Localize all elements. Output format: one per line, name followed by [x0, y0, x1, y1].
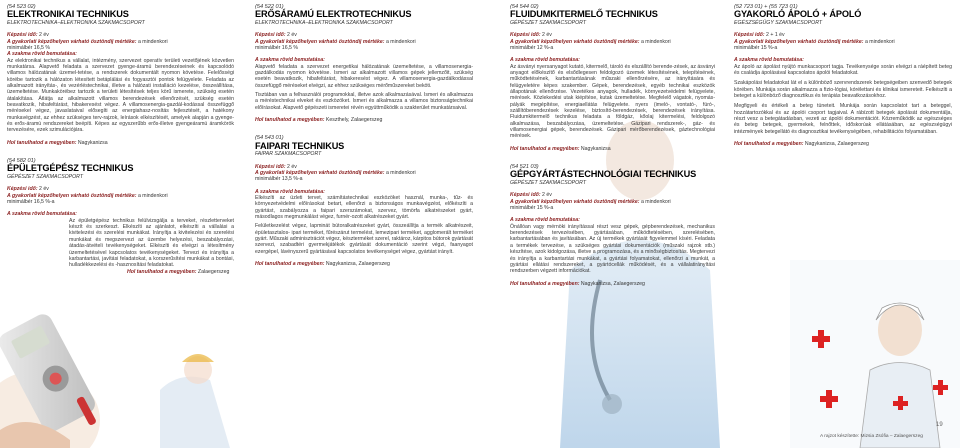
page-3 [480, 0, 720, 448]
description-heading: A szakma rövid bemutatása: [7, 51, 77, 58]
description-heading: A szakma rövid bemutatása: [255, 57, 325, 64]
page-3-column [510, 4, 715, 287]
scholarship-value: minimálbér 15 %-a [734, 44, 778, 51]
job-title: ÉPÜLETGÉPÉSZ TECHNIKUS [7, 163, 134, 174]
description-text: Az ápoló az ápolást nyújtó munkacsoport tagja. Tevékenysége során elvégzi a ráépített beteg és családja ápolásával kapcsolatos ápolói feladatokat. [734, 63, 952, 76]
description-heading: A szakma rövid bemutatása: [255, 188, 325, 195]
description-text: Alapvető feladata a szervezet energetikai hálózatának üzemeltetése, a villamosenergia-gazdálkodás nyomon követése. Ismeri az alkalmazott villamos gépek jellemzőit, szükség esetén beavatkozik, hibafeltárást, hibakeresést végez. A villamosenergia-gazdálkodással összefüggő méréseket elvégzi, az ehhez szükséges mérőműszereket beköti. [255, 63, 473, 89]
job-title: FLUIDUMKITERMELŐ TECHNIKUS [510, 9, 658, 20]
where-line: Hol tanulhatod a megyében: Zalaegerszeg [127, 268, 230, 275]
job-title: GÉPGYÁRTÁSTECHNOLÓGIAI TECHNIKUS [510, 169, 697, 180]
job-group: EGÉSZSÉGÜGY SZAKMACSOPORT [734, 19, 823, 26]
description-heading: A szakma rövid bemutatása: [734, 57, 804, 64]
job-title: FAIPARI TECHNIKUS [255, 140, 345, 151]
page-2 [240, 0, 480, 448]
scholarship-value: minimálbér 16,5 % [7, 44, 50, 51]
scholarship-line: A gyakorlati képzőhelyen várható ösztöndíj mértéke: a mindenkori [7, 192, 168, 199]
description-text: Tisztában van a felhasználói programokkal, illetve azok alkalmazásával. Ismeri és alkalmazza a méréstechnikai elveket és eszközöket. Ismeri és alkalmazza a villamos biztonságtechnikai előírásokat. Alapvető gépészeti ismeretei révén együttműködik a szakterület munkatársaival. [255, 92, 473, 111]
job-group: GÉPÉSZET SZAKMACSOPORT [510, 180, 587, 187]
scholarship-line: A gyakorlati képzőhelyen várható ösztöndíj mértéke: a mindenkori [734, 38, 895, 45]
job-group: ELEKTROTECHNIKA–ELEKTRONIKA SZAKMACSOPORT [7, 19, 145, 26]
scholarship-value: minimálbér 12 %-a [510, 44, 554, 51]
job-code: (54 523 02) [7, 4, 36, 10]
scholarship-line: A gyakorlati képzőhelyen várható ösztöndíj mértéke: a mindenkori [510, 38, 671, 45]
page-1-column [7, 4, 234, 275]
where-line: Hol tanulhatod a megyében: Nagykanizsa, Zalaegerszeg [734, 141, 869, 148]
description-text: Az ásványi nyersanyagot kutató, kitermelő, tároló és elszállító berende-zések, az ásványi anyagot előkészítő és elsődlegesen feldolgozó üzemek létesítésének, telepítésének, működtetésének, karbantartásának műszaki ellenőrzésére, az irányítására és felügyeletére képes szakember. Gépek, berendezések, egyéb technikai eszközök állapotának ellenőrzése. Vezetékes anyagok, hulladék, környezetvédelmi felügyelete, mérések. Közlekedési utak kiépítése, kutak üzemeltetése. Megfelelő vágatok, nyomás-pályák megépítése, energiaellátás felügyelete. nyers (imeló-, vontató-, fúró-, szállítóberendezések kezelése, biztosító-berendezések, berendezések irányítása. Fluidumkitermelő technikus feladata a földgáz, kőolaj kitermelési, feldolgozó alkalmazása, beszabályozása, üzemeltetése. Gázipari rendszerek-, gáz- és villamosenergiai gépek, berendezések. Gázipari mérőberendezések, gáztechnológiai mérések. [510, 63, 715, 140]
job-code: (52 723 01) + (55 723 01) [734, 4, 798, 10]
description-text: Megfigyeli és értékeli a beteg tüneteit. Munkája során kapcsolatot tart a beteggel, hozzátartozókkal és az ápolói csoport tagjaival. A rábízott betegek ápolását dokumentálja, részt vesz a betegátadásban, vezeti az ápolói dokumentációt. Közreműködik az egészséges és beteg betegek, gyermekek, felnőttek, időskorúak ellátásában, az egészségügyi intézmények betegellátó és diagnosztikai tevékenységében, rehabilitációs folyamatában. [734, 103, 952, 135]
nurse-drawing-illustration [790, 260, 960, 448]
job-code: (54 522 01) [255, 4, 284, 10]
description-text: Szakápolási feladatokat lát el a különböző szervrendszerek betegségeiben szenvedő betegek körében. Munkája során alkalmazza a fizio-lógiai, kórélettani és klinikai ismereteit. Felkészíti a beteget a különböző diagnosztikus és terápiás beavatkozásokhoz. [734, 80, 952, 100]
description-text: Az elektronikai technikus a vállalat, intézmény, szervezet operatív területi vezetőjének közvetlen munkatársa. Alapvető feladata a szervezet gyenge-áramú berendezéseinek és kapcsolódó villamos hálózatának üzemel-tetése, a rendszerek dokumentált nyomon követése. Felelősségi körébe tartozik a hálózaton létesített betáplálási és fogyasztói pontok felügyelete. Feladata az alkalmazott irányítás-, és vezérléstechnikai, illetve a hálózati installáció kezelése, összeállítása, üzemeltetése. Munkakörébez tartozik a területi létesítések teljes körű ismerete, szükség esetén átalakítása. Átlátja az alkalmazott villamos berendezések ellenőrzését, szükség esetén beavatkozik, hibafeltárást, hibakeresést végez. A villamosenergia-gazdál-kodással összefüggő mérésekel végez, javaslataival elősegíti az energiahasz-nosítás fejlesztését, a hatékony munkavégzést, az ehhez szükséges terv-rajzok, leírások elkészítését, amelyek alapján a gyenge- és erős-áramú rendszereket beépíti. Képes az egyszerűbb erős-illetve gyengeáramú áramkörök tervezésére, ezek szimulációjára. [7, 57, 234, 134]
job-group: GÉPÉSZET SZAKMACSOPORT [510, 19, 587, 26]
page-4 [720, 0, 960, 448]
job-group: GÉPÉSZET SZAKMACSOPORT [7, 174, 84, 181]
duration-line: Képzési idő: 2 év [255, 32, 297, 39]
duration-line: Képzési idő: 2 év [7, 32, 49, 39]
description-text: Önállóan vagy mérnöki irányítással részt vesz gépek, gépberendezések, mechanikus berendezések tervezésében, gyártásában, működtetésében, szerelésében, karbantartásában és javításában. Az új termékek gyártását figyelemmel kíséri. Feladata a termékek tervezése, a szükséges gyártási dokumentációk (műszaki rajzok stb.) készítése, azok kidolgozása, illetve a programozása, és a minőségbiztosítás. Megtervezi és irányítja a karbantartási munkákat, a gyártási folyamatokat, ellenőrzi a munkát, a gyártási ellátási rendszereket, a gyártócellák működését, és a vállalatirányítási rendszerben végzett információkat. [510, 223, 715, 275]
multimeter-illustration [0, 300, 120, 448]
job-code: (54 544 02) [510, 4, 539, 10]
where-line: Hol tanulhatod a megyében: Nagykanizsa, Zalaegerszeg [510, 280, 645, 287]
job-group: FAIPAR SZAKMACSOPORT [255, 151, 322, 158]
scholarship-value: minimálbér 16,5 %-a [7, 199, 55, 206]
scholarship-line: A gyakorlati képzőhelyen várható ösztöndíj mértéke: a mindenkori [255, 38, 416, 45]
job-code: (54 521 03) [510, 164, 539, 171]
description-text: Elkészíti az üzleti tervet, számítástechnikai eszközöket használ, munka-, tűz- és környezetvédelmi előírásokat betart, ellenőrzi a biztonságos munkavégzést, előkészíti a gyártást, szabályozza a faipari szerszámokat, szervez, tömörfa alkatrészeket gyárt, másodlagos megmunkálást végez, furnér-ozott alkatrészeket gyárt. [255, 195, 473, 221]
scholarship-value: minimálbér 16,5 % [255, 44, 298, 51]
description-heading: A szakma rövid bemutatása: [7, 211, 77, 218]
scholarship-line: A gyakorlati képzőhelyen várható ösztöndíj mértéke: a mindenkori [7, 38, 168, 45]
duration-line: Képzési idő: 2 + 1 év [734, 32, 785, 39]
builder-illustration [120, 300, 240, 448]
duration-line: Képzési idő: 2 év [510, 192, 552, 199]
where-line: Hol tanulhatod a megyében: Keszthely, Zalaegerszeg [255, 117, 383, 124]
job-title: ERŐSÁRAMÚ ELEKTROTECHNIKUS [255, 9, 412, 20]
description-text: Felületkezelést végez, lapminát bútoralkatrészeket gyárt, összeállítja a termék alkatrészeit, épületasztalos- ipari terméket, fűrészárut termelést, lemezipari terméket, agglomerált terméket gyárt. Műszaki adminisztrációt végez, készterméket szerel, raktároz, kárpitos bútorok gyártását szervezi, szabadtéri gyermekjátékok gyártását dokumentáció szerint végzi, faanyagot ezergépel, lávényszerű gyártásával kapcsolatos tevékenységet végez, gyártást irányít. [255, 223, 473, 255]
duration-line: Képzési idő: 2 év [7, 186, 49, 193]
description-heading: A szakma rövid bemutatása: [510, 57, 580, 64]
illustration-caption: A rajzot készítette: Mizsia Zsófia – Zalaegerszeg [820, 434, 923, 439]
where-line: Hol tanulhatod a megyében: Nagykanizsa, Zalaegerszeg [255, 261, 390, 268]
job-code: (54 543 01) [255, 135, 284, 142]
where-line: Hol tanulhatod a megyében: Nagykanizsa [510, 145, 611, 152]
description-text: Az épületgépész technikus felülvizsgálja a terveket, részletterveket készít és szerkeszt. Elkészíti az ajánlatot, elkészíti a vállalási a kivitelezési és szerelési munkákat. Irányítja a kivitelezési és szerelési munkákat és megszervezi az üzembe helyezési, beszabályozási, átadás-átvételi tevékenységeket. Elkészíti és elvégzi a létesítmény üzemeltetésével kapcsolatos tevékenységeket. Tervezi és irányítja a karbantartási, javítási feladatokat, a korszerűsítési munkákat a bontási, hulladékkezelési és -hasznosítási feladatokat. [69, 217, 234, 269]
job-code: (54 582 01) [7, 158, 36, 165]
where-line: Hol tanulhatod a megyében: Nagykanizsa [7, 139, 108, 146]
duration-line: Képzési idő: 2 év [510, 32, 552, 39]
job-group: ELEKTROTECHNIKA–ELEKTRONIKA SZAKMACSOPORT [255, 19, 393, 26]
description-heading: A szakma rövid bemutatása: [510, 217, 580, 224]
job-title: GYAKORLÓ ÁPOLÓ + ÁPOLÓ [734, 9, 862, 20]
page-1 [0, 0, 240, 448]
page-2-column [255, 4, 473, 268]
duration-line: Képzési idő: 2 év [255, 163, 297, 170]
page-4-column [734, 4, 952, 147]
scholarship-value: minimálbér 13,5 %-a [255, 176, 303, 183]
scholarship-line: A gyakorlati képzőhelyen várható ösztöndíj mértéke: a mindenkori [510, 198, 671, 205]
page-number: 19 [936, 422, 943, 428]
scholarship-line: A gyakorlati képzőhelyen várható ösztöndíj mértéke: a mindenkori [255, 170, 416, 177]
scholarship-value: minimálbér 15 %-a [510, 205, 554, 212]
job-title: ELEKTRONIKAI TECHNIKUS [7, 9, 129, 20]
